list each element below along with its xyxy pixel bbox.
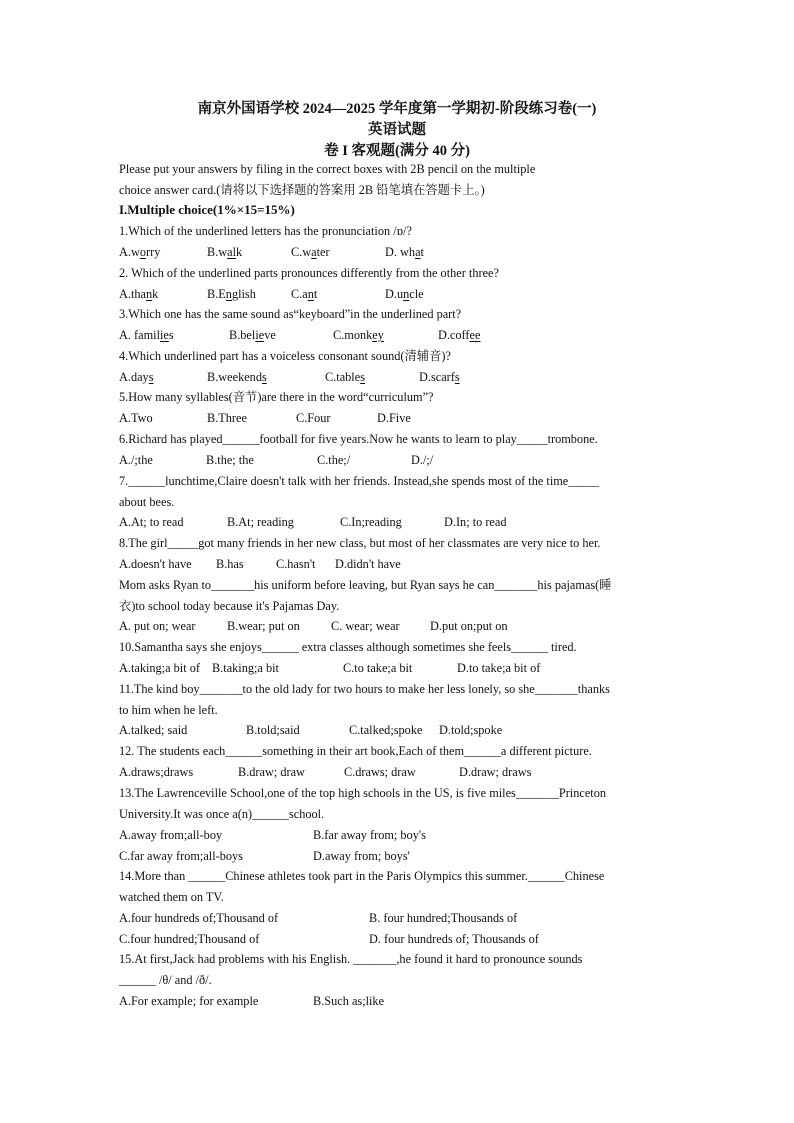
underlined-part: n bbox=[307, 287, 314, 301]
question-12-option-C bbox=[344, 764, 416, 780]
option-text: D./;/ bbox=[411, 453, 434, 467]
underlined-part: ee bbox=[469, 328, 481, 342]
question-11-option-A bbox=[119, 722, 187, 738]
option-text: A.away from;all-boy bbox=[119, 828, 223, 842]
question-4-option-C bbox=[325, 369, 365, 385]
underlined-part: s bbox=[454, 370, 460, 384]
option-text-tail: t bbox=[313, 287, 318, 301]
option-text: D. four hundreds of; Thousands of bbox=[369, 932, 539, 946]
question-1-option-A bbox=[119, 244, 160, 260]
option-text: A.At; to read bbox=[119, 515, 184, 529]
underlined-part: s bbox=[360, 370, 365, 384]
question-11-stem: 11.The kind boy_______to the old lady for two hours to make her less lonely, so she_______thanks bbox=[119, 682, 610, 696]
option-text-tail: k bbox=[152, 287, 159, 301]
option-text: A.tha bbox=[119, 287, 146, 301]
option-text: C. wear; wear bbox=[331, 619, 400, 633]
question-10-option-A bbox=[119, 660, 200, 676]
question-13-stem: University.It was once a(n)______school. bbox=[119, 807, 325, 821]
question-14-option-B bbox=[369, 910, 517, 926]
question-1-option-D bbox=[385, 244, 424, 260]
underlined-part: ie bbox=[159, 328, 169, 342]
question-13-stem: 13.The Lawrenceville School,one of the top high schools in the US, is five miles_______Princeton bbox=[119, 786, 607, 800]
question-6-option-C bbox=[317, 452, 350, 468]
question-8-option-D bbox=[335, 556, 401, 572]
option-text: D.draw; draws bbox=[459, 765, 532, 779]
option-text: D.told;spoke bbox=[439, 723, 503, 737]
question-14-option-C bbox=[119, 931, 259, 947]
question-9-option-A bbox=[119, 618, 196, 634]
option-text-tail: t bbox=[420, 245, 424, 259]
question-11-stem: to him when he left. bbox=[119, 703, 218, 717]
question-2-option-B bbox=[207, 286, 256, 302]
option-text: A.Two bbox=[119, 411, 153, 425]
underlined-part: n bbox=[403, 287, 410, 301]
underlined-part: n bbox=[225, 287, 232, 301]
option-text-tail: ter bbox=[316, 245, 330, 259]
question-6-option-A bbox=[119, 452, 153, 468]
question-11-option-D bbox=[439, 722, 502, 738]
option-text: D.to take;a bit of bbox=[457, 661, 541, 675]
option-text: C.four hundred;Thousand of bbox=[119, 932, 260, 946]
question-13-option-B bbox=[313, 827, 426, 843]
option-text: A.taking;a bit of bbox=[119, 661, 200, 675]
question-3-option-C bbox=[333, 327, 384, 343]
option-text-tail: ve bbox=[264, 328, 276, 342]
option-text: D.Five bbox=[377, 411, 411, 425]
option-text: C.Four bbox=[296, 411, 331, 425]
option-text: B.bel bbox=[229, 328, 256, 342]
question-7-stem: 7.______lunchtime,Claire doesn't talk with her friends. Instead,she spends most of the time_____ bbox=[119, 474, 599, 488]
option-text: C.hasn't bbox=[276, 557, 316, 571]
question-8-option-B bbox=[216, 556, 244, 572]
question-5-stem: 5.How many syllables(音节)are there in the word“curriculum”? bbox=[119, 390, 434, 404]
option-text: A.four hundreds of;Thousand of bbox=[119, 911, 279, 925]
option-text-tail: glish bbox=[231, 287, 256, 301]
section-heading: I.Multiple choice(1%×15=15%) bbox=[119, 202, 295, 217]
question-6-option-D bbox=[411, 452, 433, 468]
option-text: B.taking;a bit bbox=[212, 661, 279, 675]
question-8-option-A bbox=[119, 556, 192, 572]
question-7-option-A bbox=[119, 514, 184, 530]
option-text: B.draw; draw bbox=[238, 765, 305, 779]
question-9-option-D bbox=[430, 618, 508, 634]
question-4-stem: 4.Which underlined part has a voiceless consonant sound(清辅音)? bbox=[119, 349, 451, 363]
option-text: C.w bbox=[291, 245, 312, 259]
question-7-option-C bbox=[340, 514, 402, 530]
underlined-part: a bbox=[311, 245, 317, 259]
question-15-stem: 15.At first,Jack had problems with his English. _______,he found it hard to pronounce sounds bbox=[119, 952, 583, 966]
question-1-option-C bbox=[291, 244, 330, 260]
question-14-stem: 14.More than ______Chinese athletes took part in the Paris Olympics this summer.______Chinese bbox=[119, 869, 605, 883]
question-11-option-C bbox=[349, 722, 422, 738]
question-11-option-B bbox=[246, 722, 300, 738]
question-3-option-D bbox=[438, 327, 480, 343]
option-text-tail: s bbox=[168, 328, 174, 342]
option-text: B.wear; put on bbox=[227, 619, 300, 633]
question-8-option-C bbox=[276, 556, 315, 572]
question-13-option-A bbox=[119, 827, 222, 843]
option-text: B.Such as;like bbox=[313, 994, 385, 1008]
option-text: A.draws;draws bbox=[119, 765, 194, 779]
question-14-option-D bbox=[369, 931, 539, 947]
option-text: C.far away from;all-boys bbox=[119, 849, 243, 863]
option-text: C.monk bbox=[333, 328, 373, 342]
question-5-option-C bbox=[296, 410, 331, 426]
option-text: D.put on;put on bbox=[430, 619, 508, 633]
question-12-option-A bbox=[119, 764, 193, 780]
question-3-option-B bbox=[229, 327, 276, 343]
question-9-stem: Mom asks Ryan to_______his uniform before leaving, but Ryan says he can_______his pajamas(睡 bbox=[119, 578, 612, 592]
question-3-stem: 3.Which one has the same sound as“keyboard”in the underlined part? bbox=[119, 307, 462, 321]
question-2-option-C bbox=[291, 286, 317, 302]
question-1-option-B bbox=[207, 244, 242, 260]
underlined-part: o bbox=[139, 245, 146, 259]
question-6-stem: 6.Richard has played______football for five years.Now he wants to learn to play_____trombone. bbox=[119, 432, 598, 446]
option-text: D. wh bbox=[385, 245, 416, 259]
question-14-option-A bbox=[119, 910, 278, 926]
instructions-line-1: Please put your answers by filing in the correct boxes with 2B pencil on the multiple bbox=[119, 162, 536, 176]
option-text: A.doesn't have bbox=[119, 557, 192, 571]
underlined-part: al bbox=[227, 245, 237, 259]
question-10-option-C bbox=[343, 660, 412, 676]
question-4-option-A bbox=[119, 369, 154, 385]
underlined-part: a bbox=[415, 245, 421, 259]
underlined-part: ie bbox=[255, 328, 265, 342]
question-13-option-D bbox=[313, 848, 410, 864]
option-text: B.far away from; boy's bbox=[313, 828, 426, 842]
option-text-tail: k bbox=[236, 245, 243, 259]
question-2-option-A bbox=[119, 286, 158, 302]
option-text: B.Three bbox=[207, 411, 247, 425]
option-text: C.draws; draw bbox=[344, 765, 416, 779]
option-text: C.table bbox=[325, 370, 361, 384]
question-10-option-B bbox=[212, 660, 279, 676]
question-7-stem: about bees. bbox=[119, 495, 175, 509]
option-text: B.weekend bbox=[207, 370, 262, 384]
question-9-stem: 衣)to school today because it's Pajamas Day. bbox=[119, 599, 340, 613]
question-5-option-A bbox=[119, 410, 153, 426]
question-4-option-D bbox=[419, 369, 460, 385]
question-5-option-B bbox=[207, 410, 247, 426]
exam-title: 南京外国语学校 2024—2025 学年度第一学期初-阶段练习卷(一) bbox=[197, 101, 597, 117]
question-8-stem: 8.The girl_____got many friends in her new class, but most of her classmates are very nice to her. bbox=[119, 536, 601, 550]
question-15-option-A bbox=[119, 993, 258, 1009]
question-12-option-B bbox=[238, 764, 305, 780]
underlined-part: ey bbox=[372, 328, 384, 342]
instructions-line-2: choice answer card.(请将以下选择题的答案用 2B 铅笔填在答题卡上。) bbox=[119, 183, 485, 197]
underlined-part: n bbox=[145, 287, 153, 301]
option-text: C.to take;a bit bbox=[343, 661, 413, 675]
question-9-option-B bbox=[227, 618, 300, 634]
question-1-stem: 1.Which of the underlined letters has the pronunciation /ɒ/? bbox=[119, 224, 412, 238]
option-text: C.In;reading bbox=[340, 515, 402, 529]
question-10-stem: 10.Samantha says she enjoys______ extra classes although sometimes she feels______ tired. bbox=[119, 640, 577, 654]
question-15-stem: ______ /θ/ and /ð/. bbox=[119, 973, 212, 987]
question-6-option-B bbox=[206, 452, 254, 468]
option-text: A. put on; wear bbox=[119, 619, 196, 633]
question-13-option-C bbox=[119, 848, 243, 864]
underlined-part: s bbox=[148, 370, 154, 384]
option-text: B.the; the bbox=[206, 453, 254, 467]
option-text: D.scarf bbox=[419, 370, 455, 384]
option-text: C.the;/ bbox=[317, 453, 351, 467]
subject-title: 英语试题 bbox=[368, 122, 426, 138]
option-text: B.w bbox=[207, 245, 228, 259]
option-text-tail: cle bbox=[409, 287, 424, 301]
option-text: C.talked;spoke bbox=[349, 723, 423, 737]
option-text: A.talked; said bbox=[119, 723, 188, 737]
question-3-option-A bbox=[119, 327, 174, 343]
question-5-option-D bbox=[377, 410, 411, 426]
question-12-stem: 12. The students each______something in their art book,Each of them______a different picture. bbox=[119, 744, 592, 758]
question-9-option-C bbox=[331, 618, 400, 634]
option-text: D.didn't have bbox=[335, 557, 401, 571]
question-12-option-D bbox=[459, 764, 531, 780]
option-text: D.u bbox=[385, 287, 404, 301]
option-text: B. four hundred;Thousands of bbox=[369, 911, 518, 925]
question-2-option-D bbox=[385, 286, 424, 302]
option-text: B.At; reading bbox=[227, 515, 294, 529]
option-text: A./;the bbox=[119, 453, 153, 467]
option-text: C.a bbox=[291, 287, 308, 301]
question-7-option-B bbox=[227, 514, 294, 530]
question-10-option-D bbox=[457, 660, 540, 676]
underlined-part: s bbox=[261, 370, 267, 384]
paper-part-title: 卷 I 客观题(满分 40 分) bbox=[324, 143, 470, 159]
option-text: B.E bbox=[207, 287, 226, 301]
question-15-option-B bbox=[313, 993, 384, 1009]
question-2-stem: 2. Which of the underlined parts pronounces differently from the other three? bbox=[119, 266, 499, 280]
option-text: A.For example; for example bbox=[119, 994, 259, 1008]
question-14-stem: watched them on TV. bbox=[119, 890, 224, 904]
option-text: B.told;said bbox=[246, 723, 300, 737]
option-text: B.has bbox=[216, 557, 244, 571]
question-7-option-D bbox=[444, 514, 507, 530]
option-text: D.In; to read bbox=[444, 515, 507, 529]
option-text: A. famil bbox=[119, 328, 160, 342]
option-text: D.away from; boys' bbox=[313, 849, 410, 863]
question-4-option-B bbox=[207, 369, 267, 385]
option-text: A.w bbox=[119, 245, 140, 259]
option-text: A.day bbox=[119, 370, 149, 384]
option-text: D.coff bbox=[438, 328, 470, 342]
option-text-tail: rry bbox=[146, 245, 161, 259]
